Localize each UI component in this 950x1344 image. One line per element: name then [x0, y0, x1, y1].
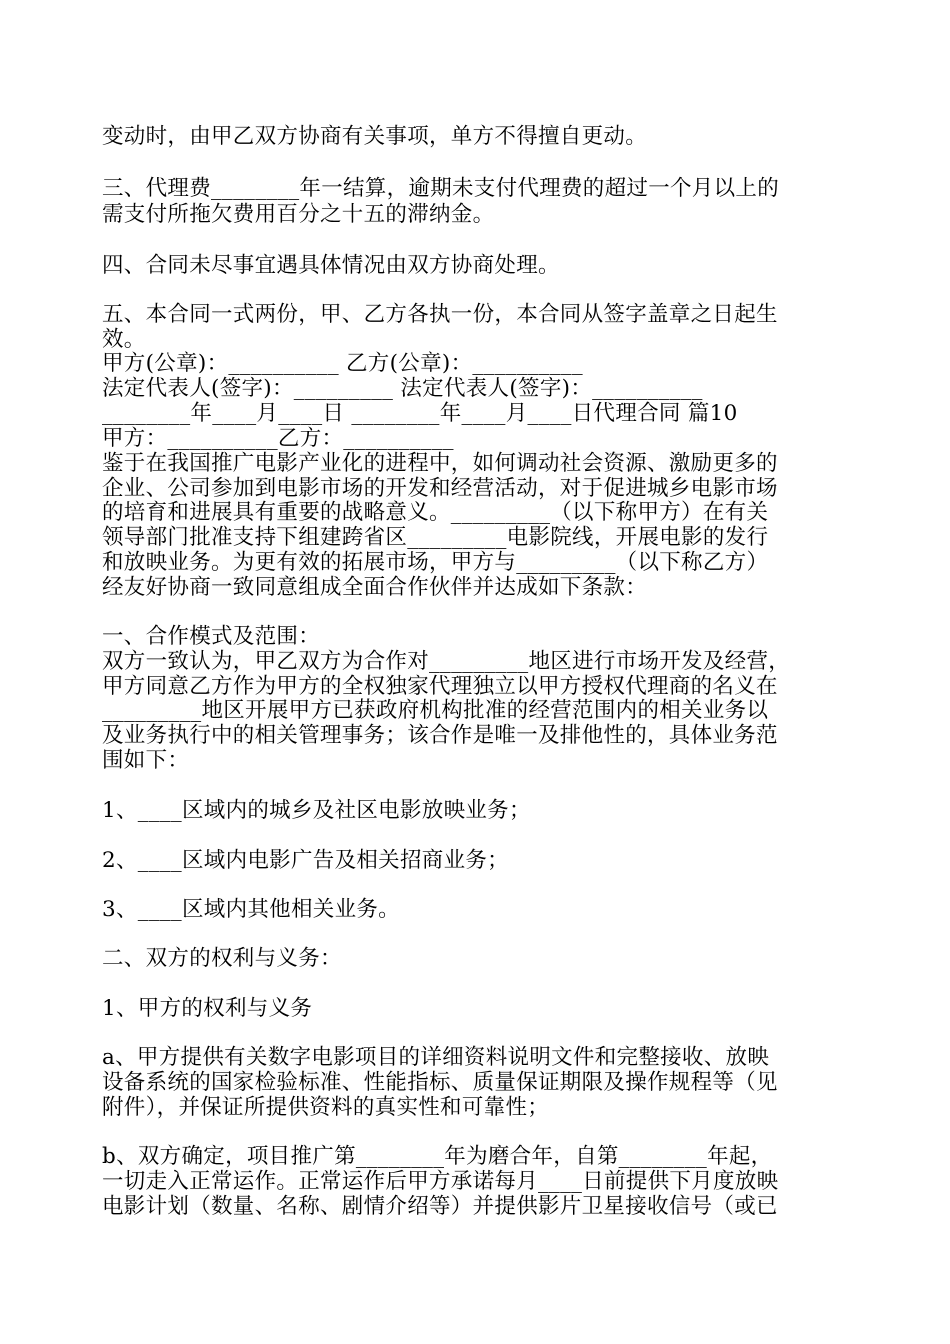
text-line: 和放映业务。为更有效的拓展市场，甲方与_________（以下称乙方）	[102, 550, 769, 575]
list-item: 1、____区域内的城乡及社区电影放映业务；	[102, 798, 531, 823]
text-line: 甲方同意乙方作为甲方的全权独家代理独立以甲方授权代理商的名义在	[102, 674, 778, 699]
text-line: 效。	[102, 327, 146, 352]
text-line: 五、本合同一式两份，甲、乙方各执一份，本合同从签字盖章之日起生	[102, 302, 778, 327]
signature-line-representative: 法定代表人(签字)：_________ 法定代表人(签字)：__________	[102, 376, 703, 401]
text-line: 设备系统的国家检验标准、性能指标、质量保证期限及操作规程等（见	[102, 1070, 778, 1095]
text-line: 需支付所拖欠费用百分之十五的滞纳金。	[102, 202, 495, 227]
text-line: b、双方确定，项目推广第________年为磨合年，自第________年起，	[102, 1144, 773, 1169]
text-line: 双方一致认为，甲乙双方为合作对_________地区进行市场开发及经营，	[102, 649, 791, 674]
text-line: 附件），并保证所提供资料的真实性和可靠性；	[102, 1095, 550, 1120]
date-line: ________年____月____日 ________年____月____日代理合同 篇10	[102, 401, 738, 426]
text-line: 四、合同未尽事宜遇具体情况由双方协商处理。	[102, 253, 560, 278]
text-line: 一切走入正常运作。正常运作后甲方承诺每月____日前提供下月度放映	[102, 1169, 779, 1194]
text-line: _________地区开展甲方已获政府机构批准的经营范围内的相关业务以	[102, 698, 769, 723]
section-heading: 二、双方的权利与义务：	[102, 946, 342, 971]
section-heading: 一、合作模式及范围：	[102, 624, 321, 649]
subsection-heading: 1、甲方的权利与义务	[102, 996, 313, 1021]
list-item: 2、____区域内电影广告及相关招商业务；	[102, 848, 509, 873]
text-line: 围如下：	[102, 748, 190, 773]
text-line: 三、代理费________年一结算，逾期未支付代理费的超过一个月以上的	[102, 176, 780, 201]
list-item: 3、____区域内其他相关业务。	[102, 897, 400, 922]
text-line: 领导部门批准支持下组建跨省区_________电影院线，开展电影的发行	[102, 525, 769, 550]
text-line: 企业、公司参加到电影市场的开发和经营活动，对于促进城乡电影市场	[102, 476, 778, 501]
signature-line-seal: 甲方(公章)：__________ 乙方(公章)：__________	[102, 351, 583, 376]
text-line: a、甲方提供有关数字电影项目的详细资料说明文件和完整接收、放映	[102, 1045, 770, 1070]
text-line: 鉴于在我国推广电影产业化的进程中，如何调动社会资源、激励更多的	[102, 451, 778, 476]
text-line: 变动时，由甲乙双方协商有关事项，单方不得擅自更动。	[102, 124, 648, 149]
text-line: 电影计划（数量、名称、剧情介绍等）并提供影片卫星接收信号（或已	[102, 1194, 778, 1219]
party-line: 甲方：__________乙方：__________	[102, 426, 454, 451]
text-line: 经友好协商一致同意组成全面合作伙伴并达成如下条款：	[102, 575, 648, 600]
text-line: 及业务执行中的相关管理事务；该合作是唯一及排他性的，具体业务范	[102, 723, 778, 748]
text-line: 的培育和进展具有重要的战略意义。_________（以下称甲方）在有关	[102, 500, 769, 525]
